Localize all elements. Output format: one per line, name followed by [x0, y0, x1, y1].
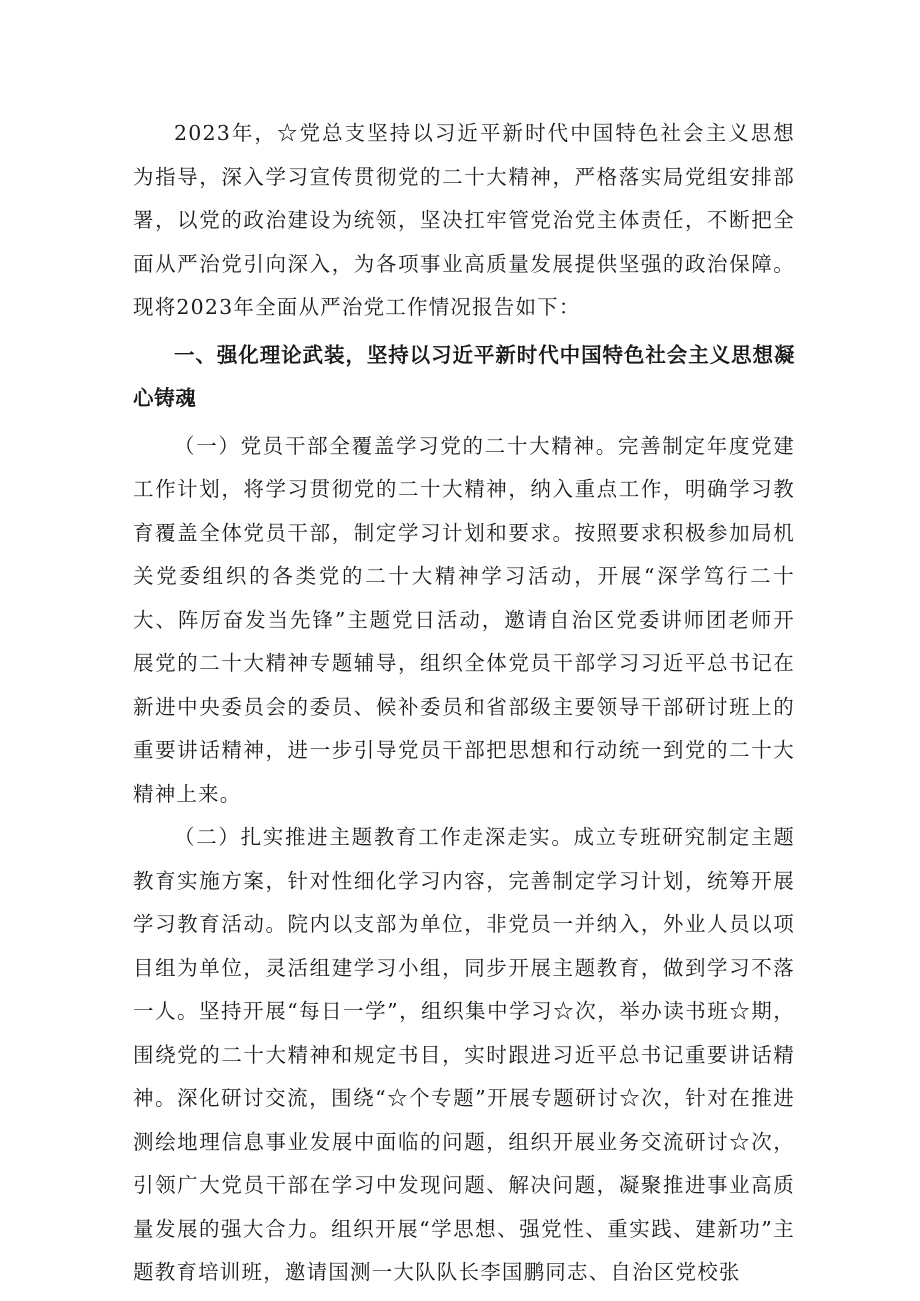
intro-paragraph: 2023年，☆党总支坚持以习近平新时代中国特色社会主义思想为指导，深入学习宣传贯彻党的二十大精神，严格落实局党组安排部署，以党的政治建设为统领，坚决扛牢管党治党主体责任，不断把全面从严治党引向深入，为各项事业高质量发展提供坚强的政治保障。现将2023年全面从严治党工作情况报告如下：	[133, 121, 795, 319]
document-body	[133, 112, 795, 1295]
item-paragraph-2: （二）扎实推进主题教育工作走深走实。成立专班研究制定主题教育实施方案，针对性细化学习内容，完善制定学习计划，统筹开展学习教育活动。院内以支部为单位，非党员一并纳入，外业人员以项目组为单位，灵活组建学习小组，同步开展主题教育，做到学习不落一人。坚持开展“每日一学”，组织集中学习☆次，举办读书班☆期，围绕党的二十大精神和规定书目，实时跟进习近平总书记重要讲话精神。深化研讨交流，围绕“☆个专题”开展专题研讨☆次，针对在推进测绘地理信息事业发展中面临的问题，组织开展业务交流研讨☆次，引领广大党员干部在学习中发现问题、解决问题，凝聚推进事业高质量发展的强大合力。组织开展“学思想、强党性、重实践、建新功”主题教育培训班，邀请国测一大队队长李国鹏同志、自治区党校张	[133, 825, 795, 1284]
item-paragraph-1: （一）党员干部全覆盖学习党的二十大精神。完善制定年度党建工作计划，将学习贯彻党的二十大精神，纳入重点工作，明确学习教育覆盖全体党员干部，制定学习计划和要求。按照要求积极参加局机关党委组织的各类党的二十大精神学习活动，开展“深学笃行二十大、阵厉奋发当先锋”主题党日活动，邀请自治区党委讲师团老师开展党的二十大精神专题辅导，组织全体党员干部学习习近平总书记在新进中央委员会的委员、候补委员和省部级主要领导干部研讨班上的重要讲话精神，进一步引导党员干部把思想和行动统一到党的二十大精神上来。	[133, 433, 795, 806]
section-heading: 一、强化理论武装，坚持以习近平新时代中国特色社会主义思想凝心铸魂	[133, 342, 795, 410]
